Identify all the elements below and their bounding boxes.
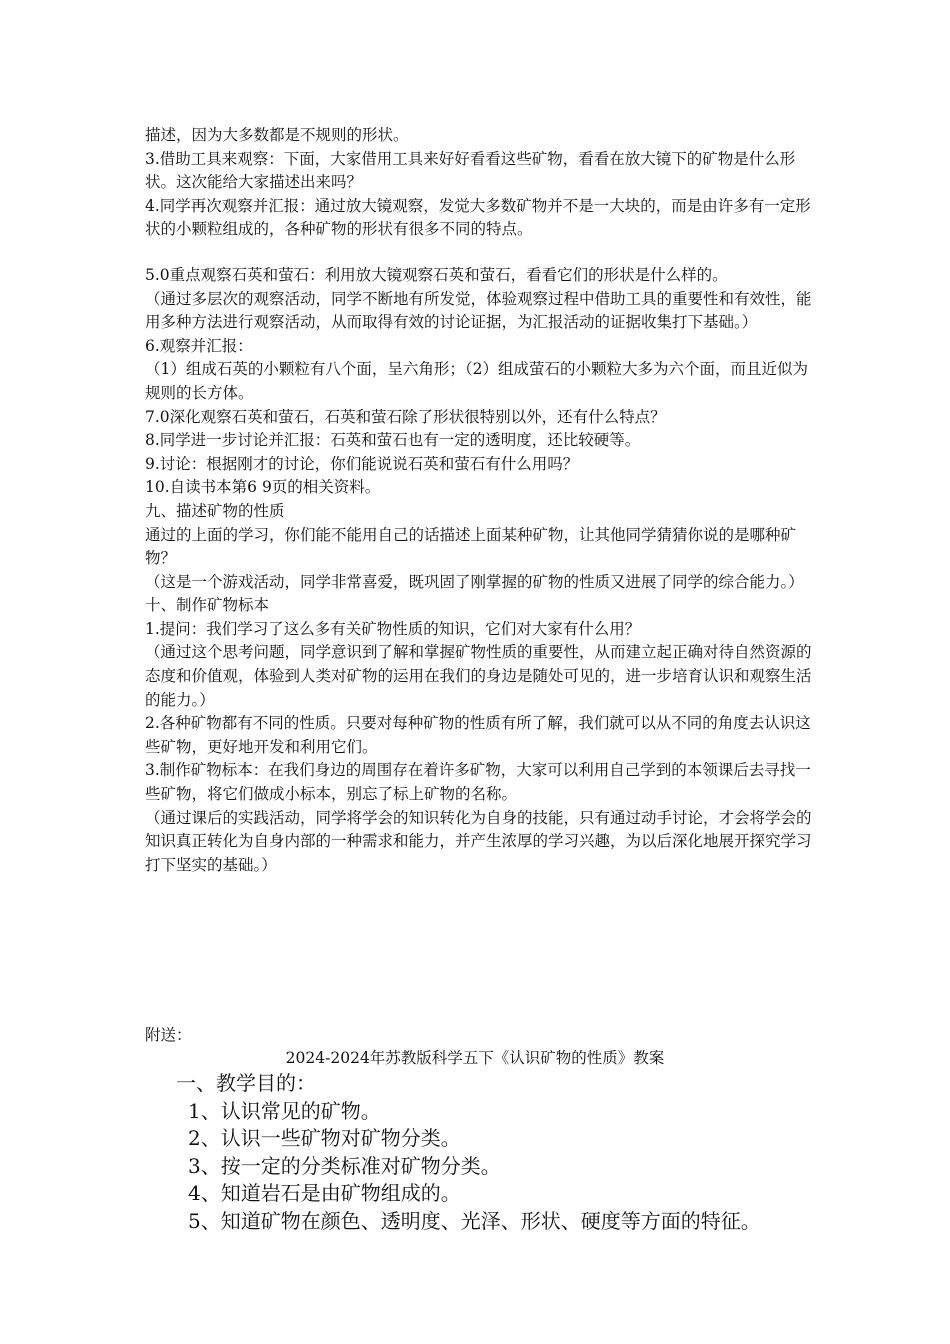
section-heading: 十、制作矿物标本 [145, 596, 270, 615]
paragraph: 2.各种矿物都有不同的性质。只要对每种矿物的性质有所了解，我们就可以从不同的角度去认识这些矿物，更好地开发和利用它们。 [145, 714, 811, 756]
section-heading: 九、描述矿物的性质 [145, 501, 285, 520]
paragraph: （通过课后的实践活动，同学将学会的知识转化为自身的技能，只有通过动手讨论，才会将学会的知识真正转化为自身内部的一种需求和能力，并产生浓厚的学习兴趣，为以后深化地展开探究学习打下坚实的基础。） [145, 808, 812, 874]
paragraph: 1.提问：我们学习了这么多有关矿物性质的知识，它们对大家有什么用？ [145, 619, 641, 638]
paragraph: 5.0重点观察石英和萤石：利用放大镜观察石英和萤石，看看它们的形状是什么样的。 [145, 265, 728, 284]
paragraph: （通过多层次的观察活动，同学不断地有所发觉，体验观察过程中借助工具的重要性和有效性，能用多种方法进行观察活动，从而取得有效的讨论证据，为汇报活动的证据收集打下基础。） [145, 289, 812, 332]
paragraph: 描述，因为大多数都是不规则的形状。 [145, 126, 409, 144]
objective-item: 3、按一定的分类标准对矿物分类。 [188, 1153, 501, 1178]
paragraph: 通过的上面的学习，你们能不能用自己的话描述上面某种矿物，让其他同学猜猜你说的是哪种矿物？ [145, 525, 797, 568]
paragraph-gap [145, 242, 815, 264]
paragraph: 9.讨论：根据刚才的讨论，你们能说说石英和萤石有什么用吗？ [145, 454, 579, 473]
paragraph: 4.同学再次观察并汇报：通过放大镜观察，发觉大多数矿物并不是一大块的，而是由许多有一定形状的小颗粒组成的，各种矿物的形状有很多不同的特点。 [145, 196, 811, 239]
lesson-body [145, 124, 815, 877]
objectives-heading: 一、教学目的： [176, 1071, 316, 1095]
paragraph: 3.制作矿物标本：在我们身边的周围存在着许多矿物，大家可以利用自己学到的本领课后去寻找一些矿物，将它们做成小标本，别忘了标上矿物的名称。 [145, 761, 811, 804]
objective-item: 1、认识常见的矿物。 [188, 1098, 381, 1123]
paragraph: 10.自读书本第6 9页的相关资料。 [145, 478, 381, 497]
paragraph: 7.0深化观察石英和萤石，石英和萤石除了形状很特别以外，还有什么特点？ [145, 407, 666, 426]
paragraph: 8.同学进一步讨论并汇报：石英和萤石也有一定的透明度，还比较硬等。 [145, 431, 641, 450]
paragraph: 6.观察并汇报： [145, 336, 253, 355]
appendix-title: 2024-2024年苏教版科学五下《认识矿物的性质》教案 [285, 1049, 665, 1067]
objective-item: 2、认识一些矿物对矿物分类。 [188, 1126, 461, 1150]
appendix-label: 附送： [145, 1026, 192, 1044]
paragraph: （1）组成石英的小颗粒有八个面，呈六角形；（2）组成萤石的小颗粒大多为六个面，而且近似为规则的长方体。 [145, 360, 808, 402]
objectives-section [176, 1070, 856, 1235]
paragraph: （这是一个游戏活动，同学非常喜爱，既巩固了刚掌握的矿物的性质又进展了同学的综合能力。） [145, 572, 804, 591]
paragraph: 3.借助工具来观察：下面，大家借用工具来好好看看这些矿物，看看在放大镜下的矿物是什么形状。这次能给大家描述出来吗？ [145, 149, 796, 192]
paragraph: （通过这个思考问题，同学意识到了解和掌握矿物性质的重要性，从而建立起正确对待自然资源的态度和价值观，体验到人类对矿物的运用在我们的身边是随处可见的，进一步培育认识和观察生活的能力。） [145, 643, 812, 709]
objective-item: 5、知道矿物在颜色、透明度、光泽、形状、硬度等方面的特征。 [188, 1208, 761, 1233]
objective-item: 4、知道岩石是由矿物组成的。 [188, 1181, 461, 1205]
